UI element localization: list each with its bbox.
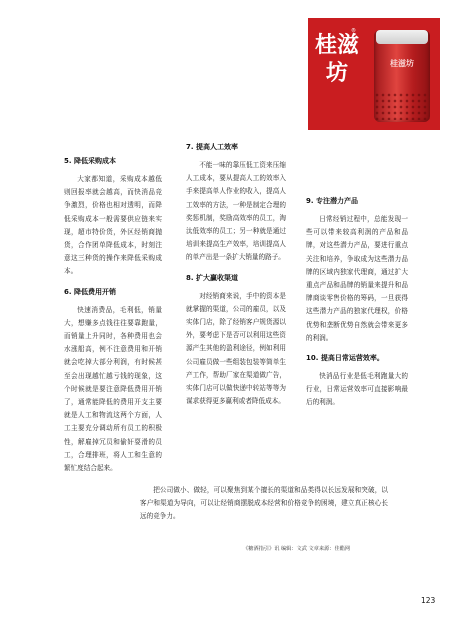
section-heading: 9. 专注潜力产品	[306, 197, 358, 205]
section-body: 大家都知道，采购成本越低则回报率就会越高，而快消品竞争激烈，价格也相对透明，而降低采购成本一般需要供应链来实现，超市特价货，外区经销商抛货，合作团单降低成本，时刻注意这三种货的操作来降低采购成本。	[64, 175, 162, 276]
conclusion-paragraph	[140, 484, 388, 524]
brand-logo-text: 桂滋坊	[314, 33, 359, 86]
section-body: 日常经销过程中，总能发现一些可以带来较高利润的产品和品牌，对这些潜力产品，要进行重点关注和培养，争取成为这些潜力品牌的区域内独家代理商，通过扩大重点产品和品牌的销量来提升和品牌商谈零售价格的筹码，一旦获得这些潜力产品的独家代理权，价格优势和垄断优势自然就会带来更多的利润。	[306, 215, 408, 342]
product-jar-label: 桂滋坊	[390, 59, 414, 68]
source-note: 《糖酒指引》讯 编辑：文武 文章来源：佳酯网	[243, 546, 351, 552]
product-jar-contents	[374, 92, 430, 120]
section-body: 不能一味的靠压低工资来压缩人工成本，要从提高人工的效率入手来提高单人作业的收入，提高人工效率的方法，一种是制定合理的奖惩机制，奖励高效率的员工，淘汰低效率的员工；另一种就是通过培训来提高生产效率，培训提高人的单产出是一条扩大销量的路子。	[186, 161, 286, 262]
section-heading: 10. 提高日常运营效率。	[306, 354, 384, 363]
right-column	[306, 196, 408, 410]
product-jar-lid	[376, 30, 428, 44]
section-heading: 7. 提高人工效率	[186, 143, 238, 151]
section-heading: 6. 降低费用开销	[64, 287, 116, 296]
product-jar-image	[374, 30, 430, 122]
conclusion-text: 把公司做小、做轻，可以聚焦到某个擅长的渠道和品类得以长远发展和突破，以客户和渠道为导向，可以让经销商摆脱成本经营和价格竞争的困境，建立真正核心长远的竞争力。	[140, 486, 388, 521]
section-body: 快速消费品，毛利低，销量大，想赚多点钱往往要靠跑量，而销量上升同时，各种费用也会水涨船高，例不注意费用和开销就会吃掉大部分利润，有时候甚至会出现越忙越亏钱的现象，这个时候就是要注意降低费用开销了，通常能降低的费用开支主要就是人工和物流这两个方面，人工主要充分调动所有员工的积极性，解雇掉冗员和偷奸耍滑的员工，合理排班，将人工和生意的繁忙度结合起来。	[64, 305, 162, 473]
section-body: 对经销商来说，手中的资本是就掌握的渠道，公司的雇员，以及实体门店，除了经销客户规货源以外，要考虑下是否可以利用这些资源产生其他的盈利途径，例如利用公司雇员做一些组装包装等简单生产工作，帮助厂家在渠道做广告，实体门店可以做快递中转站等等为谋求获得更多赢利或者降低成本。	[186, 291, 286, 406]
left-column	[64, 156, 162, 475]
registered-mark: ®	[351, 28, 356, 34]
brand-banner	[308, 18, 440, 130]
section-heading: 5. 降低采购成本	[64, 157, 116, 165]
page-number: 123	[421, 596, 436, 605]
section-body: 快消品行业是低毛利跑量大的行业，日常运营效率可直接影响最后的利润。	[306, 372, 408, 407]
section-heading: 8. 扩大赢收渠道	[186, 273, 238, 282]
middle-column	[186, 142, 286, 408]
